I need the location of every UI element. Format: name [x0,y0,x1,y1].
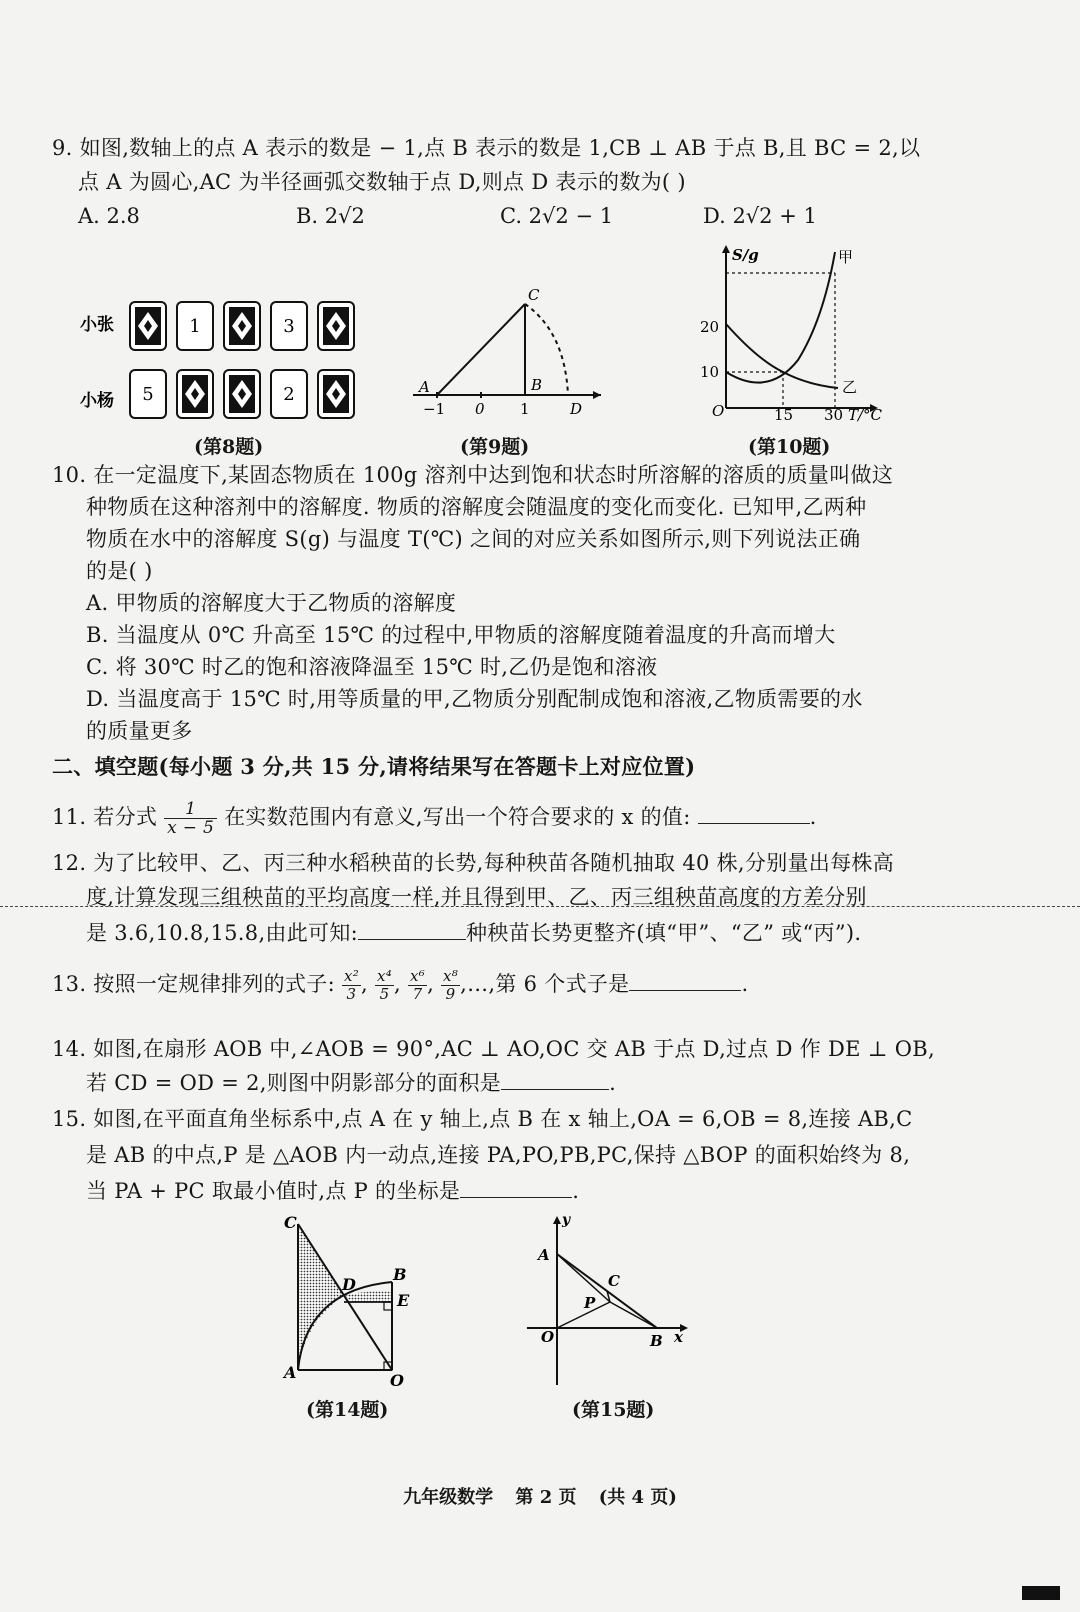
fig10-origin: O [712,402,725,420]
footer-page: 第 2 页 [515,1487,577,1508]
q15-line2: 是 AB 的中点,P 是 △AOB 内一动点,连接 PA,PO,PB,PC,保持 △BOP 的面积始终为 8, [86,1143,911,1167]
fig9-tick-0: 0 [475,400,485,418]
figure-8 [70,290,370,430]
fig10-xtick-30: 30 [824,406,844,424]
fig10-xtick-15: 15 [774,406,794,424]
q9-option-b: B. 2√2 [296,204,365,228]
fig14-label-a: A [284,1363,297,1382]
section2-heading: 二、填空题(每小题 3 分,共 15 分,请将结果写在答题卡上对应位置) [52,754,696,779]
q10-option-c: C. 将 30℃ 时乙的饱和溶液降温至 15℃ 时,乙仍是饱和溶液 [86,655,658,679]
fig10-xlabel: T/°C [848,406,883,424]
q12-line1: 12. 为了比较甲、乙、丙三种水稻秧苗的长势,每种秧苗各随机抽取 40 株,分别量出每株高 [52,851,894,875]
q11-suffix: 在实数范围内有意义,写出一个符合要求的 x 的值: [224,805,691,829]
svg-text:5: 5 [142,384,154,405]
card-face [177,302,213,350]
fig15-caption: (第15题) [572,1399,655,1421]
fig15-label-b: B [650,1332,663,1350]
card-face [130,370,166,418]
fig8-row1-label: 小张 [80,315,114,335]
footer-subject: 九年级数学 [403,1487,494,1508]
fig9-label-d: D [570,400,583,418]
shaded-region-1 [298,1224,344,1370]
card-back [130,302,166,350]
figure-15 [522,1210,697,1390]
q10-line2: 种物质在这种溶剂中的溶解度. 物质的溶解度会随温度的变化而变化. 已知甲,乙两种 [86,495,867,519]
fig9-caption: (第9题) [460,436,530,458]
fig10-ytick-20: 20 [700,318,720,336]
q11-prefix: 11. 若分式 [52,805,158,829]
svg-text:2: 2 [283,384,295,405]
scan-mark [1022,1586,1060,1600]
q9-option-d: D. 2√2 + 1 [703,204,817,228]
axis-arrow [593,391,601,399]
q15-answer-blank [460,1177,572,1198]
q14-answer-blank [501,1069,609,1090]
fig9-tick-1: 1 [520,400,530,418]
q9-line2: 点 A 为圆心,AC 为半径画弧交数轴于点 D,则点 D 表示的数为( ) [78,170,686,194]
fig10-ylabel: S/g [732,246,759,264]
card-back [177,370,213,418]
figure-14 [276,1210,436,1390]
fig10-ytick-10: 10 [700,363,720,381]
fig9-label-c: C [528,286,540,304]
page-footer [0,1483,1080,1509]
fig10-curve-jia: 甲 [838,248,854,266]
q14-line1: 14. 如图,在扇形 AOB 中,∠AOB = 90°,AC ⊥ AO,OC 交 AB 于点 D,过点 D 作 DE ⊥ OB, [52,1037,935,1061]
q10-line1: 10. 在一定温度下,某固态物质在 100g 溶剂中达到饱和状态时所溶解的溶质的质量叫做这 [52,463,894,487]
fig14-label-o: O [390,1371,404,1390]
svg-text:3: 3 [283,316,295,337]
segment-pb [610,1302,657,1328]
q13-term: $\frac{\text{x⁶}}{7}$ [410,967,426,1003]
q10-option-d: D. 当温度高于 15℃ 时,用等质量的甲,乙物质分别配制成饱和溶液,乙物质需要的水 [86,687,863,711]
q13-answer-blank [629,970,741,991]
q12-line3: 是 3.6,10.8,15.8,由此可知: 种秧苗长势更整齐(填“甲”、“乙” 或“丙”). [86,921,862,945]
card-face [271,302,307,350]
fig15-label-y: y [562,1212,571,1228]
fig15-label-a: A [538,1246,550,1264]
fig14-label-e: E [397,1291,410,1310]
card-back [224,370,260,418]
figure-9 [405,282,615,422]
curve-jia [726,252,835,383]
q10-option-a: A. 甲物质的溶解度大于乙物质的溶解度 [86,591,457,615]
fig14-label-b: B [393,1265,407,1284]
q10-line4: 的是( ) [86,559,153,583]
segment-ac [437,304,525,395]
q15-line3: 当 PA + PC 取最小值时,点 P 的坐标是 . [86,1179,580,1203]
q13-term: $\frac{\text{x²}}{3}$ [343,967,360,1003]
fig9-tick-neg1: −1 [423,400,446,418]
figure-10 [698,240,898,430]
q9-option-c: C. 2√2 − 1 [500,204,614,228]
fig14-label-d: D [342,1275,356,1294]
fig10-curve-yi: 乙 [842,378,858,396]
fig14-label-c: C [284,1213,297,1232]
q11: 11. 若分式 $\frac{1}{x - 5}$ 在实数范围内有意义,写出一个符合要求的 x 的值: . [52,799,817,838]
q13: 13. 按照一定规律排列的式子: $\frac{\text{x²}}{3}$ , $\frac{\text{x⁴}}{5}$ , $\frac{\text{x⁶}}{7}$ , $\frac{\text{x⁸}}{9}$ ,…,第 6 个式子是 . [52,967,749,1003]
fig9-label-a: A [419,378,430,396]
fig15-label-o: O [541,1328,555,1346]
fig10-caption: (第10题) [748,436,831,458]
q13-term: $\frac{\text{x⁸}}{9}$ [443,967,459,1003]
fig8-caption: (第8题) [194,436,264,458]
fig15-label-c: C [608,1272,620,1290]
card-back [318,370,354,418]
card-back [224,302,260,350]
q12-line2: 度,计算发现三组秧苗的平均高度一样,并且得到甲、乙、丙三组秧苗高度的方差分别 [86,885,867,909]
q12-answer-blank [358,919,466,940]
q11-frac-den: x − 5 [167,818,215,838]
fig9-label-b: B [531,376,543,394]
footer-total: (共 4 页) [598,1487,677,1508]
q11-fraction [164,800,217,837]
q15-line1: 15. 如图,在平面直角坐标系中,点 A 在 y 轴上,点 B 在 x 轴上,OA = 6,OB = 8,连接 AB,C [52,1107,913,1131]
q9-line1: 9. 如图,数轴上的点 A 表示的数是 − 1,点 B 表示的数是 1,CB ⊥ AB 于点 B,且 BC = 2,以 [52,136,921,160]
card-face [271,370,307,418]
q10-option-b: B. 当温度从 0℃ 升高至 15℃ 的过程中,甲物质的溶解度随着温度的升高而增大 [86,623,836,647]
fig8-row2-label: 小杨 [80,391,114,411]
card-back [318,302,354,350]
curve-yi [726,324,838,388]
fig14-caption: (第14题) [306,1399,389,1421]
fig15-label-p: P [584,1294,596,1312]
q11-frac-num: 1 [164,800,217,819]
fig15-label-x: x [674,1328,683,1346]
q9-option-a: A. 2.8 [78,204,140,228]
q13-term: $\frac{\text{x⁴}}{5}$ [376,967,393,1003]
svg-text:1: 1 [189,316,201,337]
q10-option-d-cont: 的质量更多 [86,719,193,743]
q11-answer-blank [698,803,810,824]
q10-line3: 物质在水中的溶解度 S(g) 与温度 T(℃) 之间的对应关系如图所示,则下列说法正确 [86,527,861,551]
q14-line2: 若 CD = OD = 2,则图中阴影部分的面积是 . [86,1071,617,1095]
